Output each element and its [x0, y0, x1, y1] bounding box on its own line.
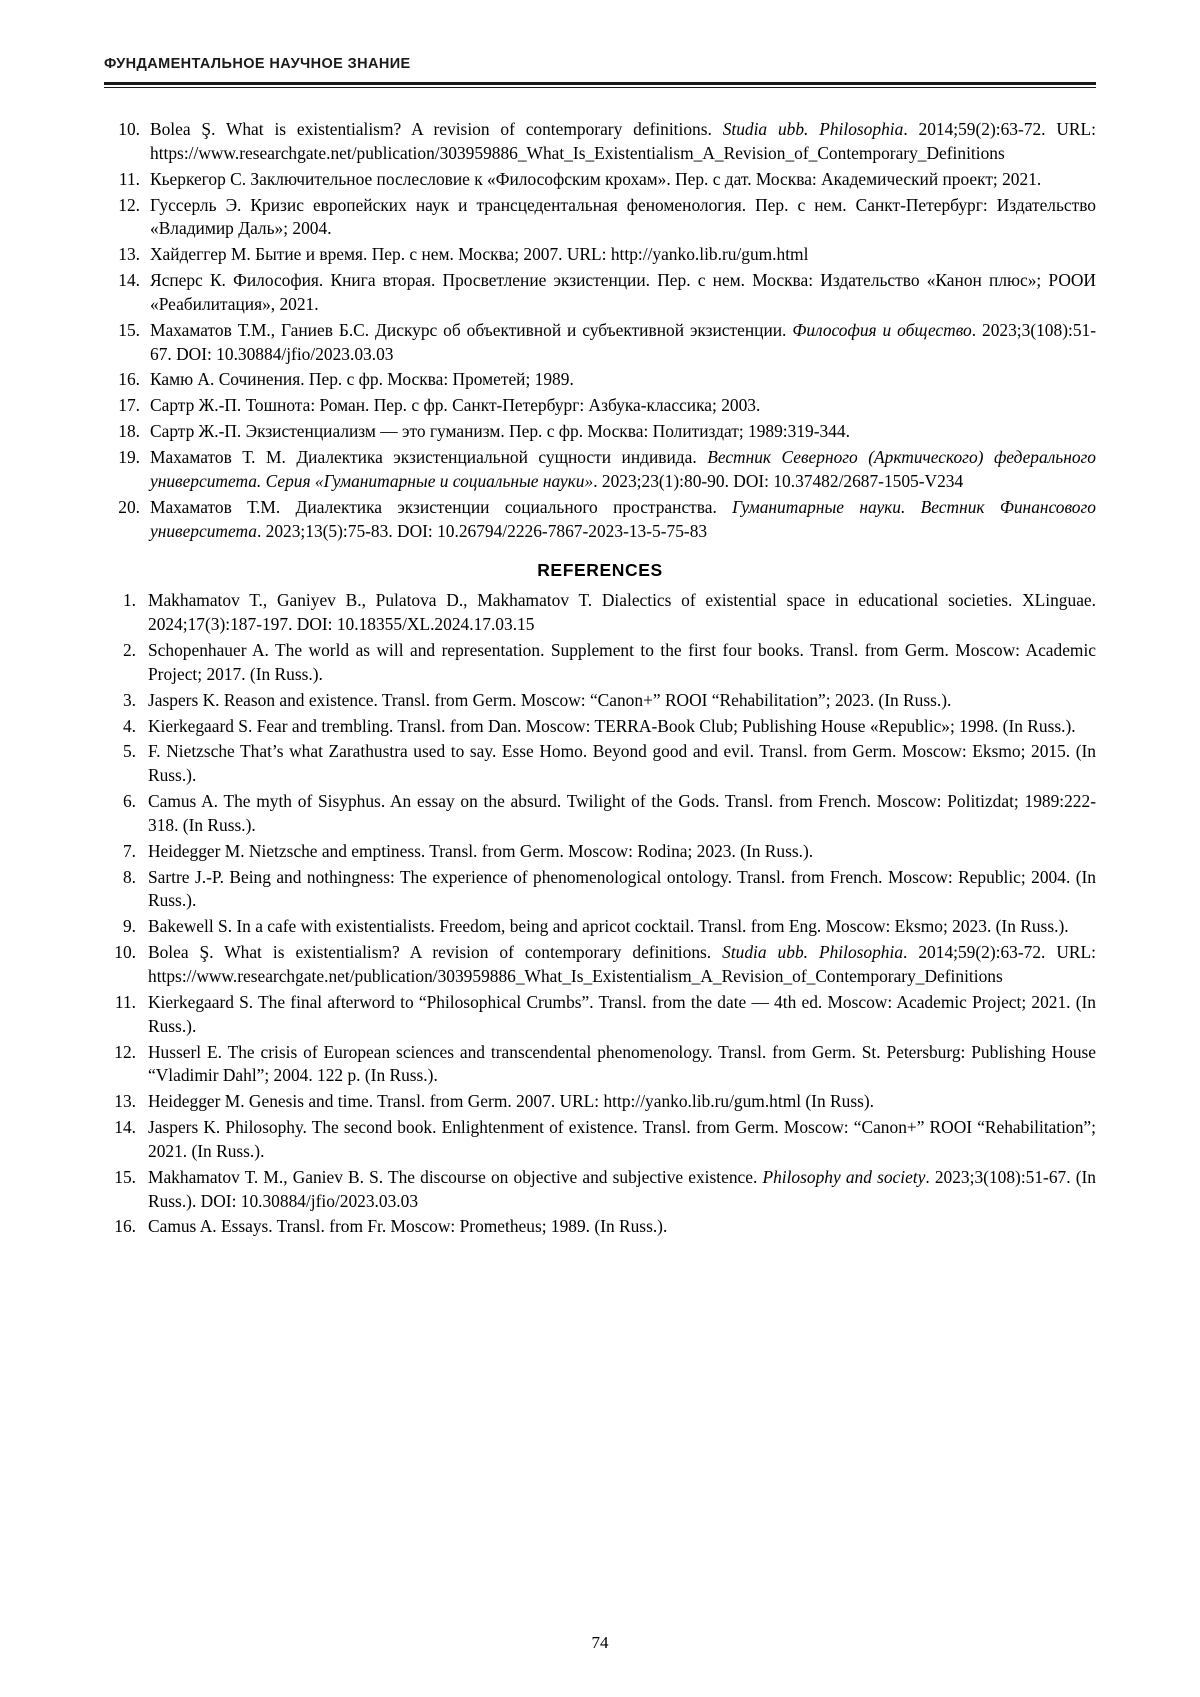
reference-text: Сартр Ж.-П. Экзистенциализм — это гуманизм. Пер. с фр. Москва: Политиздат; 1989:319-344.: [150, 421, 850, 442]
reference-number: 17.: [118, 395, 140, 416]
reference-item: [104, 689, 1096, 713]
running-head: ФУНДАМЕНТАЛЬНОЕ НАУЧНОЕ ЗНАНИЕ: [104, 56, 411, 72]
reference-item: [104, 368, 1096, 392]
reference-number: 16.: [114, 1216, 136, 1237]
reference-item: [104, 991, 1096, 1039]
reference-text: Хайдеггер М. Бытие и время. Пер. с нем. Москва; 2007. URL: http://yanko.lib.ru/gum.html: [150, 244, 809, 265]
reference-number: 10.: [118, 119, 140, 139]
reference-number: 14.: [114, 1117, 136, 1138]
reference-number: 7.: [122, 840, 136, 861]
reference-text: Kierkegaard S. Fear and trembling. Transl. from Dan. Moscow: TERRA-Book Club; Publishing House «Republic»; 1998. (In Russ.).: [148, 715, 1076, 736]
reference-item: [104, 168, 1096, 192]
reference-item: [104, 589, 1096, 637]
reference-number: 4.: [122, 715, 136, 736]
reference-number: 14.: [118, 270, 140, 291]
reference-text: Bolea Ş. What is existentialism? A revision of contemporary definitions. Studia ubb. Philosophia. 2014;59(2):63-72. URL: https://www.researchgate.net/publication/303959886_What_Is_Existentialism_A_Revision_of_Contemporary_Definitions: [148, 942, 1096, 986]
reference-text: Махаматов Т.М. Диалектика экзистенции социального пространства. Гуманитарные науки. Вестник Финансового университета. 2023;13(5):75-83. DOI: 10.26794/2226-7867-2023-13-5-75-83: [150, 496, 1096, 541]
reference-number: 5.: [122, 741, 136, 762]
reference-item: [104, 790, 1096, 838]
reference-item: [104, 840, 1096, 864]
reference-number: 10.: [114, 942, 136, 963]
reference-text: Heidegger M. Genesis and time. Transl. from Germ. 2007. URL: http://yanko.lib.ru/gum.html (In Russ).: [148, 1091, 874, 1112]
reference-number: 19.: [118, 446, 140, 467]
reference-text: Bolea Ş. What is existentialism? A revision of contemporary definitions. Studia ubb. Philosophia. 2014;59(2):63-72. URL: https://www.researchgate.net/publication/303959886_What_Is_Existentialism_A_Revision_of_Contemporary_Definitions: [150, 119, 1096, 163]
reference-number: 3.: [122, 689, 136, 710]
reference-text: Камю А. Сочинения. Пер. с фр. Москва: Прометей; 1989.: [150, 369, 574, 390]
reference-text: Bakewell S. In a cafe with existentialists. Freedom, being and apricot cocktail. Transl. from Eng. Moscow: Eksmo; 2023. (In Russ.).: [148, 916, 1069, 937]
page-number: 74: [591, 1633, 609, 1652]
reference-text: Sartre J.-P. Being and nothingness: The experience of phenomenological ontology. Transl. from French. Moscow: Republic; 2004. (In Russ.).: [148, 866, 1096, 911]
reference-number: 13.: [114, 1091, 136, 1112]
reference-text: Camus A. The myth of Sisyphus. An essay on the absurd. Twilight of the Gods. Transl. from French. Moscow: Politizdat; 1989:222-318. (In Russ.).: [148, 791, 1096, 835]
reference-number: 11.: [114, 991, 136, 1012]
reference-number: 1.: [122, 590, 136, 611]
reference-item: [104, 496, 1096, 544]
reference-item: [104, 1215, 1096, 1239]
reference-text: Schopenhauer A. The world as will and representation. Supplement to the first four books. Transl. from Germ. Moscow: Academic Project; 2017. (In Russ.).: [148, 640, 1096, 684]
reference-text: Сартр Ж.-П. Тошнота: Роман. Пер. с фр. Санкт-Петербург: Азбука-классика; 2003.: [150, 395, 761, 416]
page-content: [104, 118, 1096, 1239]
reference-text: Kierkegaard S. The final afterword to “Philosophical Crumbs”. Transl. from the date — 4th ed. Moscow: Academic Project; 2021. (In Russ.).: [148, 991, 1096, 1036]
reference-number: 6.: [122, 791, 136, 812]
reference-item: [104, 243, 1096, 267]
reference-text: Makhamatov T., Ganiyev B., Pulatova D., Makhamatov T. Dialectics of existential space in educational societies. XLinguae. 2024;17(3):187-197. DOI: 10.18355/XL.2024.17.03.15: [148, 590, 1096, 635]
reference-text: Husserl E. The crisis of European sciences and transcendental phenomenology. Transl. from Germ. St. Petersburg: Publishing House “Vladimir Dahl”; 2004. 122 p. (In Russ.).: [148, 1041, 1096, 1086]
reference-text: Makhamatov T. M., Ganiev B. S. The discourse on objective and subjective existence. Philosophy and society. 2023;3(108):51-67. (In Russ.). DOI: 10.30884/jfio/2023.03.03: [148, 1166, 1096, 1211]
reference-item: [104, 1090, 1096, 1114]
reference-item: [104, 740, 1096, 788]
reference-text: Гуссерль Э. Кризис европейских наук и трансцедентальная феноменология. Пер. с нем. Санкт-Петербург: Издательство «Владимир Даль»; 2004.: [150, 194, 1096, 239]
reference-number: 8.: [122, 866, 136, 887]
reference-item: [104, 118, 1096, 166]
reference-item: [104, 915, 1096, 939]
reference-number: 12.: [118, 194, 140, 215]
reference-item: [104, 866, 1096, 914]
reference-text: Ясперс К. Философия. Книга вторая. Просветление экзистенции. Пер. с нем. Москва: Издательство «Канон плюс»; РООИ «Реабилитация», 2021.: [150, 270, 1096, 314]
reference-item: [104, 639, 1096, 687]
reference-number: 16.: [118, 369, 140, 390]
reference-number: 15.: [118, 319, 140, 340]
reference-number: 15.: [114, 1166, 136, 1187]
reference-item: [104, 420, 1096, 444]
references-heading: REFERENCES: [537, 560, 663, 581]
reference-item: [104, 1116, 1096, 1164]
reference-number: 13.: [118, 244, 140, 265]
reference-item: [104, 446, 1096, 494]
reference-item: [104, 394, 1096, 418]
reference-item: [104, 1041, 1096, 1089]
reference-number: 2.: [122, 640, 136, 661]
reference-text: Кьеркегор С. Заключительное послесловие к «Философским крохам». Пер. с дат. Москва: Академический проект; 2021.: [150, 168, 1042, 189]
reference-number: 20.: [118, 496, 140, 517]
reference-text: Махаматов Т. М. Диалектика экзистенциальной сущности индивида. Вестник Северного (Арктического) федерального университета. Серия «Гуманитарные и социальные науки». 2023;23(1):80-90. DOI: 10.37482/2687-1505-V234: [150, 446, 1096, 491]
reference-item: [104, 269, 1096, 317]
english-reference-list: [104, 589, 1096, 1239]
reference-number: 18.: [118, 421, 140, 442]
reference-number: 11.: [118, 168, 140, 189]
header-rule-thin: [104, 87, 1096, 88]
reference-item: [104, 194, 1096, 242]
reference-item: [104, 941, 1096, 989]
reference-item: [104, 1166, 1096, 1214]
reference-text: Heidegger M. Nietzsche and emptiness. Transl. from Germ. Moscow: Rodina; 2023. (In Russ.).: [148, 840, 814, 861]
reference-item: [104, 715, 1096, 739]
reference-number: 9.: [122, 916, 136, 937]
reference-text: Camus A. Essays. Transl. from Fr. Moscow: Prometheus; 1989. (In Russ.).: [148, 1216, 668, 1237]
russian-reference-list: [104, 118, 1096, 543]
reference-text: F. Nietzsche That’s what Zarathustra used to say. Esse Homo. Beyond good and evil. Transl. from Germ. Moscow: Eksmo; 2015. (In Russ.).: [148, 741, 1096, 786]
reference-text: Jaspers K. Reason and existence. Transl. from Germ. Moscow: “Canon+” ROOI “Rehabilitation”; 2023. (In Russ.).: [148, 689, 952, 710]
header-rule-thick: [104, 82, 1096, 85]
reference-text: Jaspers K. Philosophy. The second book. Enlightenment of existence. Transl. from Germ. Moscow: “Canon+” ROOI “Rehabilitation”; 2021. (In Russ.).: [148, 1117, 1096, 1161]
reference-item: [104, 319, 1096, 367]
reference-text: Махаматов Т.М., Ганиев Б.С. Дискурс об объективной и субъективной экзистенции. Философия и общество. 2023;3(108):51-67. DOI: 10.30884/jfio/2023.03.03: [150, 319, 1096, 364]
reference-number: 12.: [114, 1041, 136, 1062]
